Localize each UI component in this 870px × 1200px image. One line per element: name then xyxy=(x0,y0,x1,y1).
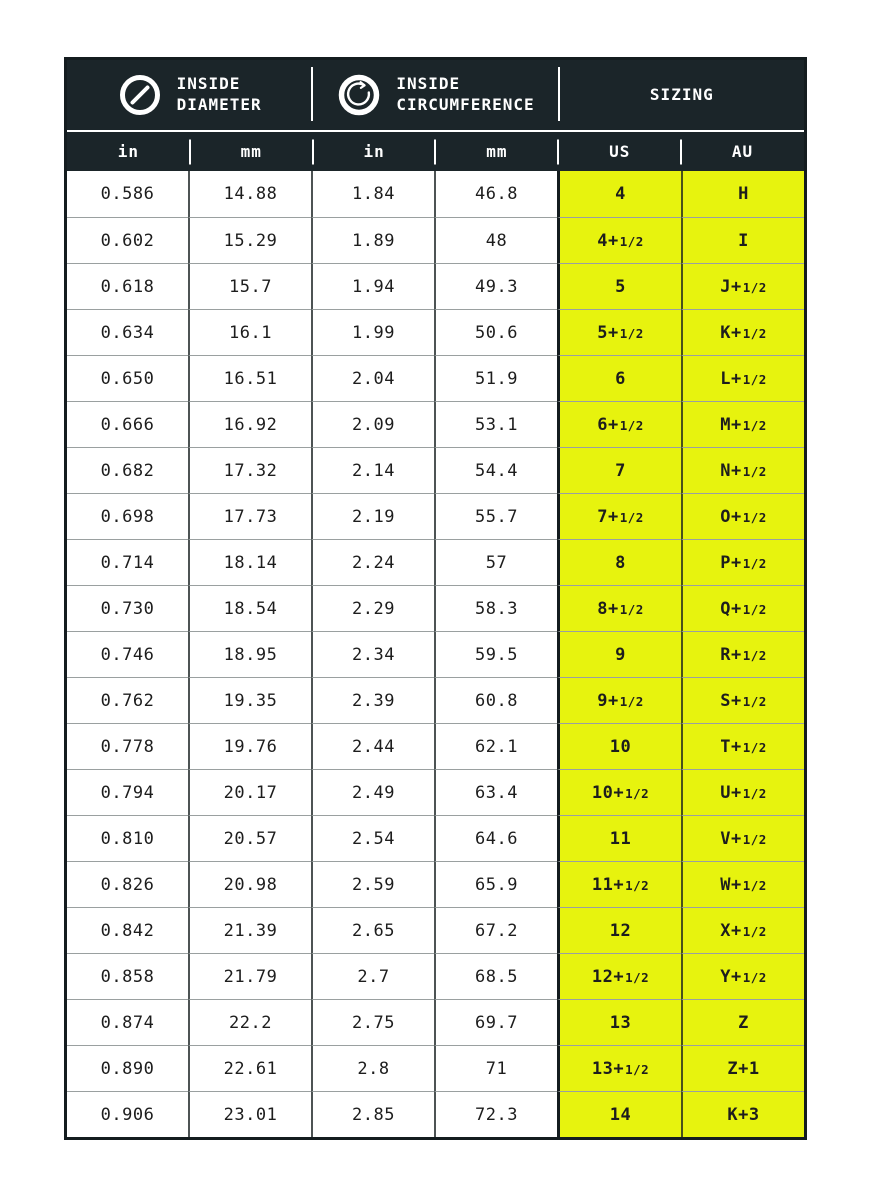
circumference-in-cell: 2.54 xyxy=(311,815,434,861)
us-size-cell: 6 xyxy=(557,355,681,401)
table-row xyxy=(67,631,804,677)
au-size-cell: R+ 1/2 xyxy=(681,631,804,677)
table-row xyxy=(67,815,804,861)
diameter-in-cell: 0.698 xyxy=(67,493,188,539)
ring-size-chart xyxy=(64,57,807,1140)
diameter-mm-cell: 18.95 xyxy=(188,631,311,677)
circumference-mm-cell: 57 xyxy=(434,539,557,585)
us-size-cell: 10+ 1/2 xyxy=(557,769,681,815)
column-header-circumference-mm: mm xyxy=(435,132,558,171)
diameter-mm-cell: 16.51 xyxy=(188,355,311,401)
diameter-in-cell: 0.666 xyxy=(67,401,188,447)
column-header-row xyxy=(67,132,804,171)
table-row xyxy=(67,677,804,723)
diameter-in-cell: 0.634 xyxy=(67,309,188,355)
diameter-mm-cell: 14.88 xyxy=(188,171,311,217)
circumference-mm-cell: 72.3 xyxy=(434,1091,557,1137)
diameter-in-cell: 0.778 xyxy=(67,723,188,769)
half-size-fraction: 1/2 xyxy=(619,694,644,709)
table-row xyxy=(67,1091,804,1137)
half-size-fraction: 1/2 xyxy=(619,510,644,525)
table-body xyxy=(67,171,804,1137)
half-size-fraction: 1/2 xyxy=(742,924,767,939)
circumference-mm-cell: 65.9 xyxy=(434,861,557,907)
half-size-fraction: 1/2 xyxy=(742,372,767,387)
diameter-in-cell: 0.650 xyxy=(67,355,188,401)
diameter-icon xyxy=(117,72,163,118)
half-size-fraction: 1/2 xyxy=(619,602,644,617)
column-header-diameter-in: in xyxy=(117,142,140,161)
us-size-cell: 13 xyxy=(557,999,681,1045)
au-size-cell: N+ 1/2 xyxy=(681,447,804,493)
us-size-cell: 7+ 1/2 xyxy=(557,493,681,539)
circumference-mm-cell: 71 xyxy=(434,1045,557,1091)
diameter-mm-cell: 22.61 xyxy=(188,1045,311,1091)
table-row xyxy=(67,447,804,493)
diameter-in-cell: 0.794 xyxy=(67,769,188,815)
half-size-fraction: 1/2 xyxy=(742,694,767,709)
circumference-in-cell: 2.19 xyxy=(311,493,434,539)
table-row xyxy=(67,999,804,1045)
circumference-mm-cell: 67.2 xyxy=(434,907,557,953)
us-size-cell: 9 xyxy=(557,631,681,677)
circumference-in-cell: 2.59 xyxy=(311,861,434,907)
header-group-label: SIZING xyxy=(649,84,714,104)
circumference-mm-cell: 55.7 xyxy=(434,493,557,539)
table-row xyxy=(67,309,804,355)
au-size-cell: H xyxy=(681,171,804,217)
half-size-fraction: 1/2 xyxy=(742,556,767,571)
us-size-cell: 8+ 1/2 xyxy=(557,585,681,631)
au-size-cell: L+ 1/2 xyxy=(681,355,804,401)
column-header-diameter-mm: mm xyxy=(190,132,313,171)
diameter-in-cell: 0.906 xyxy=(67,1091,188,1137)
diameter-in-cell: 0.714 xyxy=(67,539,188,585)
circumference-in-cell: 2.04 xyxy=(311,355,434,401)
diameter-mm-cell: 17.73 xyxy=(188,493,311,539)
table-row xyxy=(67,355,804,401)
table-row xyxy=(67,907,804,953)
half-size-fraction: 1/2 xyxy=(742,280,767,295)
diameter-mm-cell: 20.98 xyxy=(188,861,311,907)
circumference-mm-cell: 59.5 xyxy=(434,631,557,677)
circumference-in-cell: 2.34 xyxy=(311,631,434,677)
circumference-in-cell: 2.75 xyxy=(311,999,434,1045)
circumference-mm-cell: 53.1 xyxy=(434,401,557,447)
circumference-in-cell: 2.65 xyxy=(311,907,434,953)
us-size-cell: 14 xyxy=(557,1091,681,1137)
circumference-in-cell: 1.89 xyxy=(311,217,434,263)
us-size-cell: 12 xyxy=(557,907,681,953)
table-row xyxy=(67,493,804,539)
half-size-fraction: 1/2 xyxy=(742,786,767,801)
half-size-fraction: 1/2 xyxy=(619,234,644,249)
table-row xyxy=(67,723,804,769)
au-size-cell: K+ 1/2 xyxy=(681,309,804,355)
table-row xyxy=(67,861,804,907)
diameter-mm-cell: 19.76 xyxy=(188,723,311,769)
us-size-cell: 9+ 1/2 xyxy=(557,677,681,723)
half-size-fraction: 1/2 xyxy=(742,602,767,617)
diameter-in-cell: 0.682 xyxy=(67,447,188,493)
half-size-fraction: 1/2 xyxy=(625,878,650,893)
diameter-mm-cell: 20.57 xyxy=(188,815,311,861)
au-size-cell: J+ 1/2 xyxy=(681,263,804,309)
au-size-cell: T+ 1/2 xyxy=(681,723,804,769)
table-row xyxy=(67,769,804,815)
au-size-cell: Z xyxy=(681,999,804,1045)
circumference-mm-cell: 50.6 xyxy=(434,309,557,355)
table-row xyxy=(67,539,804,585)
diameter-mm-cell: 15.29 xyxy=(188,217,311,263)
diameter-in-cell: 0.842 xyxy=(67,907,188,953)
diameter-in-cell: 0.762 xyxy=(67,677,188,723)
header-group-row xyxy=(67,60,804,130)
circumference-in-cell: 1.99 xyxy=(311,309,434,355)
circumference-in-cell: 2.44 xyxy=(311,723,434,769)
au-size-cell: I xyxy=(681,217,804,263)
diameter-mm-cell: 21.39 xyxy=(188,907,311,953)
half-size-fraction: 1/2 xyxy=(742,648,767,663)
half-size-fraction: 1/2 xyxy=(742,418,767,433)
diameter-in-cell: 0.602 xyxy=(67,217,188,263)
diameter-mm-cell: 17.32 xyxy=(188,447,311,493)
header-group-inside-circumference xyxy=(313,60,557,130)
diameter-in-cell: 0.586 xyxy=(100,184,155,204)
table-row xyxy=(67,953,804,999)
us-size-cell: 12+ 1/2 xyxy=(557,953,681,999)
column-header-au: AU xyxy=(681,132,804,171)
au-size-cell: U+ 1/2 xyxy=(681,769,804,815)
circumference-icon xyxy=(336,72,382,118)
table-row xyxy=(67,171,804,217)
table-row xyxy=(67,585,804,631)
circumference-in-cell: 2.85 xyxy=(311,1091,434,1137)
header-group-inside-diameter xyxy=(67,60,311,130)
au-size-cell: Q+ 1/2 xyxy=(681,585,804,631)
half-size-fraction: 1/2 xyxy=(742,510,767,525)
half-size-fraction: 1/2 xyxy=(742,464,767,479)
half-size-fraction: 1/2 xyxy=(625,970,650,985)
half-size-fraction: 1/2 xyxy=(619,326,644,341)
circumference-in-cell: 2.8 xyxy=(311,1045,434,1091)
header-group-sizing xyxy=(560,60,804,130)
us-size-cell: 8 xyxy=(557,539,681,585)
circumference-in-cell: 1.94 xyxy=(311,263,434,309)
us-size-cell: 4 xyxy=(557,171,681,217)
circumference-in-cell: 2.24 xyxy=(311,539,434,585)
us-size-cell: 5 xyxy=(557,263,681,309)
table-row xyxy=(67,263,804,309)
column-header-us: US xyxy=(558,132,681,171)
diameter-mm-cell: 16.1 xyxy=(188,309,311,355)
half-size-fraction: 1/2 xyxy=(742,970,767,985)
au-size-cell: K+3 xyxy=(681,1091,804,1137)
circumference-mm-cell: 58.3 xyxy=(434,585,557,631)
us-size-cell: 4+ 1/2 xyxy=(557,217,681,263)
half-size-fraction: 1/2 xyxy=(625,1062,650,1077)
circumference-mm-cell: 64.6 xyxy=(434,815,557,861)
diameter-in-cell: 0.890 xyxy=(67,1045,188,1091)
half-size-fraction: 1/2 xyxy=(742,326,767,341)
us-size-cell: 13+ 1/2 xyxy=(557,1045,681,1091)
circumference-in-cell: 2.09 xyxy=(311,401,434,447)
diameter-mm-cell: 22.2 xyxy=(188,999,311,1045)
diameter-mm-cell: 16.92 xyxy=(188,401,311,447)
diameter-in-cell: 0.874 xyxy=(67,999,188,1045)
diameter-mm-cell: 15.7 xyxy=(188,263,311,309)
half-size-fraction: 1/2 xyxy=(742,878,767,893)
diameter-in-cell: 0.858 xyxy=(67,953,188,999)
diameter-in-cell: 0.730 xyxy=(67,585,188,631)
us-size-cell: 5+ 1/2 xyxy=(557,309,681,355)
au-size-cell: S+ 1/2 xyxy=(681,677,804,723)
us-size-cell: 10 xyxy=(557,723,681,769)
us-size-cell: 7 xyxy=(557,447,681,493)
au-size-cell: W+ 1/2 xyxy=(681,861,804,907)
half-size-fraction: 1/2 xyxy=(742,832,767,847)
au-size-cell: P+ 1/2 xyxy=(681,539,804,585)
circumference-in-cell: 2.14 xyxy=(311,447,434,493)
circumference-mm-cell: 46.8 xyxy=(434,171,557,217)
diameter-mm-cell: 23.01 xyxy=(188,1091,311,1137)
diameter-mm-cell: 18.54 xyxy=(188,585,311,631)
half-size-fraction: 1/2 xyxy=(625,786,650,801)
header-group-label: INSIDE CIRCUMFERENCE xyxy=(396,74,535,114)
table-row xyxy=(67,401,804,447)
diameter-mm-cell: 20.17 xyxy=(188,769,311,815)
diameter-mm-cell: 18.14 xyxy=(188,539,311,585)
au-size-cell: O+ 1/2 xyxy=(681,493,804,539)
circumference-mm-cell: 63.4 xyxy=(434,769,557,815)
au-size-cell: X+ 1/2 xyxy=(681,907,804,953)
circumference-in-cell: 2.29 xyxy=(311,585,434,631)
column-header-circumference-in: in xyxy=(313,132,436,171)
circumference-mm-cell: 68.5 xyxy=(434,953,557,999)
diameter-mm-cell: 19.35 xyxy=(188,677,311,723)
circumference-mm-cell: 62.1 xyxy=(434,723,557,769)
table-header xyxy=(67,60,804,171)
diameter-in-cell: 0.618 xyxy=(67,263,188,309)
us-size-cell: 11+ 1/2 xyxy=(557,861,681,907)
au-size-cell: Z+1 xyxy=(681,1045,804,1091)
circumference-mm-cell: 51.9 xyxy=(434,355,557,401)
circumference-in-cell: 2.39 xyxy=(311,677,434,723)
au-size-cell: Y+ 1/2 xyxy=(681,953,804,999)
au-size-cell: M+ 1/2 xyxy=(681,401,804,447)
au-size-cell: V+ 1/2 xyxy=(681,815,804,861)
circumference-in-cell: 2.7 xyxy=(311,953,434,999)
diameter-in-cell: 0.826 xyxy=(67,861,188,907)
diameter-mm-cell: 21.79 xyxy=(188,953,311,999)
diameter-in-cell: 0.746 xyxy=(67,631,188,677)
us-size-cell: 11 xyxy=(557,815,681,861)
table-row xyxy=(67,217,804,263)
circumference-mm-cell: 49.3 xyxy=(434,263,557,309)
half-size-fraction: 1/2 xyxy=(619,418,644,433)
circumference-mm-cell: 60.8 xyxy=(434,677,557,723)
diameter-in-cell: 0.810 xyxy=(67,815,188,861)
circumference-mm-cell: 69.7 xyxy=(434,999,557,1045)
header-group-label: INSIDE DIAMETER xyxy=(176,74,262,114)
circumference-in-cell: 1.84 xyxy=(311,171,434,217)
circumference-mm-cell: 54.4 xyxy=(434,447,557,493)
circumference-in-cell: 2.49 xyxy=(311,769,434,815)
table-row xyxy=(67,1045,804,1091)
circumference-mm-cell: 48 xyxy=(434,217,557,263)
us-size-cell: 6+ 1/2 xyxy=(557,401,681,447)
half-size-fraction: 1/2 xyxy=(742,740,767,755)
